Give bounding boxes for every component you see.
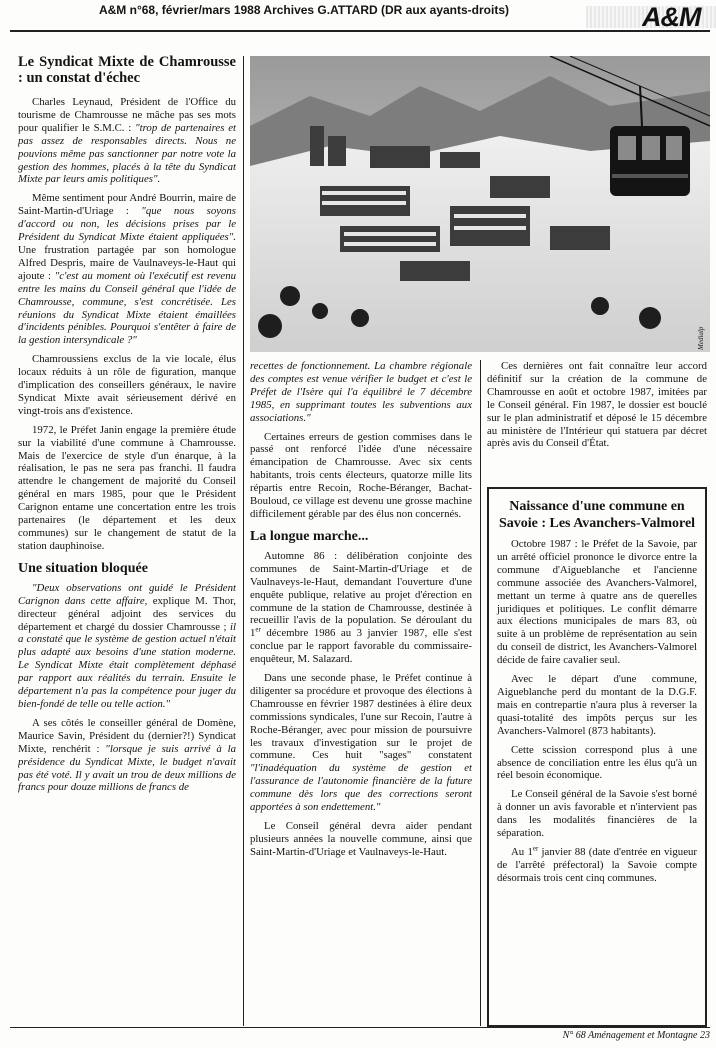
column-rule-1 (243, 56, 244, 1026)
column-rule-2 (480, 360, 481, 1026)
paragraph: Automne 86 : délibération conjointe des communes de Saint-Martin-d'Uriage et de Vaulnaveys-le-Haut, demandant l'ouverture d'une enquête publique, relative au projet d'érection en commune de la station de Chamrousse, destinée à recueillir l'avis de la population. Se déroulant du 1er décembre 1986 au 3 janvier 1987, elle s'est conclue par le rapport favorable du commissaire-enquêteur, M. Salazard. (250, 549, 472, 666)
paragraph: Certaines erreurs de gestion commises dans le passé ont renforcé l'idée d'une nécessaire émancipation de Chamrousse. Avec six cents habitants, trois cents électeurs, quatorze mille lits répartis entre Recoin, Roche-Béranger, Bachat-Bouloud, ce village est devenu une grosse machine difficilement gérable par des élus non concernés. (250, 430, 472, 520)
photo-credit: Medialp (697, 326, 705, 350)
paragraph: Ces dernières ont fait connaître leur accord définitif sur la création de la commune de Chamrousse en août et octobre 1987, imitées par le Conseil général. Fin 1987, le dossier est bouclé sur le plan administratif et déposé le 15 décembre au ministère de l'Intérieur qui statuera par décret après avis du Conseil d'État. (487, 360, 707, 450)
paragraph: "Deux observations ont guidé le Président Carignon dans cette affaire, explique M. Thor, directeur général adjoint des services du département et chargé du dossier Chamrousse ; il a constaté que le système de gestion actuel n'était plus adapté aux besoins d'une station moderne. Le Syndicat Mixte était complètement déphasé par rapport aux réalités du terrain. Ensuite le département n'a pas la compétence pour juger du bien-fondé de telle ou telle action." (18, 581, 236, 710)
sidebar-box (487, 487, 707, 1027)
paragraph: A ses côtés le conseiller général de Domène, Maurice Savin, Président du (dernier?!) Syndicat Mixte, renchérit : "lorsque je suis arrivé à la présidence du Syndicat Mixte, le budget n'avait pas été voté. Il y avait un trou de deux millions de francs pour douze millions de francs de (18, 716, 236, 794)
page-footer: N° 68 Aménagement et Montagne 23 (562, 1030, 710, 1041)
paragraph: Le Conseil général de la Savoie s'est borné à donner un avis favorable et n'intervient pas dans les modalités financières de la séparation. (497, 788, 697, 840)
article-title: Le Syndicat Mixte de Chamrousse : un constat d'échec (18, 54, 236, 86)
paragraph: Dans une seconde phase, le Préfet continue à diligenter sa procédure et provoque des élections à Chamrousse en février 1987 destinées à élire deux commissions syndicales, l'une sur Recoin, l'autre à Roche-Béranger, avec pour mission de poursuivre les travaux d'investigation sur le projet de commune. Ces huit "sages" constatent "l'inadéquation du système de gestion et l'assurance de l'autonomie financière de la future commune dès lors que des corrections seront apportées à son endettement." (250, 672, 472, 814)
photo-illustration (250, 56, 710, 352)
paragraph: Octobre 1987 : le Préfet de la Savoie, par un arrêté officiel prononce le divorce entre la commune d'Aigueblanche et l'ancienne commune associée des Avanchers-Valmorel, mettant un terme à quatre ans de querelles juridiques et politiques. Le conflit démarre aux élections municipales de mars 83, où suite à un problème de représentation au sein du conseil de district, les Avanchers-Valmorel décide de faire cavalier seul. (497, 538, 697, 667)
paragraph: recettes de fonctionnement. La chambre régionale des comptes est venue vérifier le budget et c'est le Préfet de l'Isère qui l'a équilibré le 7 décembre 1985, en supprimant toutes les subventions aux associations." (250, 360, 472, 424)
paragraph: 1972, le Préfet Janin engage la première étude sur la viabilité d'une commune à Chamrousse. Mais de l'exercice de style d'un énarque, à la réalisation, le pas ne sera pas franchi. Il faudra attendre le changement de majorité du Conseil général en mars 1985, pour que le Président Carignon entame une concertation entre les trois partenaires (le département et les deux communes) sur le changement de statut de la station dauphinoise. (18, 423, 236, 552)
footer-rule (10, 1027, 710, 1028)
subheading: Une situation bloquée (18, 560, 148, 576)
column-2 (250, 360, 472, 1026)
subheading: La longue marche... (250, 528, 369, 544)
page-header (0, 0, 716, 30)
column-1 (18, 50, 236, 1026)
ski-resort-photo (250, 56, 710, 352)
paragraph: Avec le départ d'une commune, Aigueblanche perd du montant de la D.G.F. mais en contrepartie n'aura plus à reverser la quasi-totalité des impôts perçus sur les Avanchers-Valmorel (873 habitants). (497, 673, 697, 737)
paragraph: Charles Leynaud, Président de l'Office du tourisme de Chamrousse ne mâche pas ses mots pour qualifier le S.M.C. : "trop de partenaires et pas assez de responsables directs. Nous ne pouvions même pas sanctionner par notre vote la gestion des hommes, placés à la tête du Syndicat Mixte par leurs amis politiques". (18, 96, 236, 186)
paragraph: Cette scission correspond plus à une absence de conciliation entre les élus qu'à un réel besoin économique. (497, 743, 697, 782)
paragraph: Même sentiment pour André Bourrin, maire de Saint-Martin-d'Uriage : "que nous soyons d'accord ou non, les décisions prises par le Président du Syndicat Mixte étaient appliquées". Une frustration partagée par son homologue Alfred Despris, maire de Vaulnaveys-le-Haut qui ajoute : "c'est au moment où l'exécutif est revenu entre les mains du Conseil général que l'idée de Chamrousse, commune, s'est concrétisée. Les réunions du Syndicat Mixte étaient émaillées d'incidents pénibles. Pourquoi s'entêter à faire de la gestion intersyndicale ?" (18, 192, 236, 347)
paragraph: Au 1er janvier 88 (date d'entrée en vigueur de l'arrêté préfectoral) la Savoie compte désormais trois cent cinq communes. (497, 844, 697, 884)
header-rule (10, 30, 710, 32)
paragraph: Le Conseil général devra aider pendant plusieurs années la nouvelle commune, ainsi que Saint-Martin-d'Uriage et Vaulnaveys-le-Haut. (250, 820, 472, 858)
paragraph: Chamroussiens exclus de la vie locale, élus locaux réduits à un rôle de figuration, manque d'implication des conseillers généraux, le navire Syndicat Mixte avait sérieusement dérivé en vingt-trois ans d'existence. (18, 353, 236, 417)
column-3 (487, 360, 707, 480)
am-logo: A&M (642, 2, 701, 30)
archive-header-text: A&M n°68, février/mars 1988 Archives G.ATTARD (DR aux ayants-droits) (98, 3, 510, 17)
box-title: Naissance d'une commune en Savoie : Les Avanchers-Valmorel (498, 499, 696, 531)
